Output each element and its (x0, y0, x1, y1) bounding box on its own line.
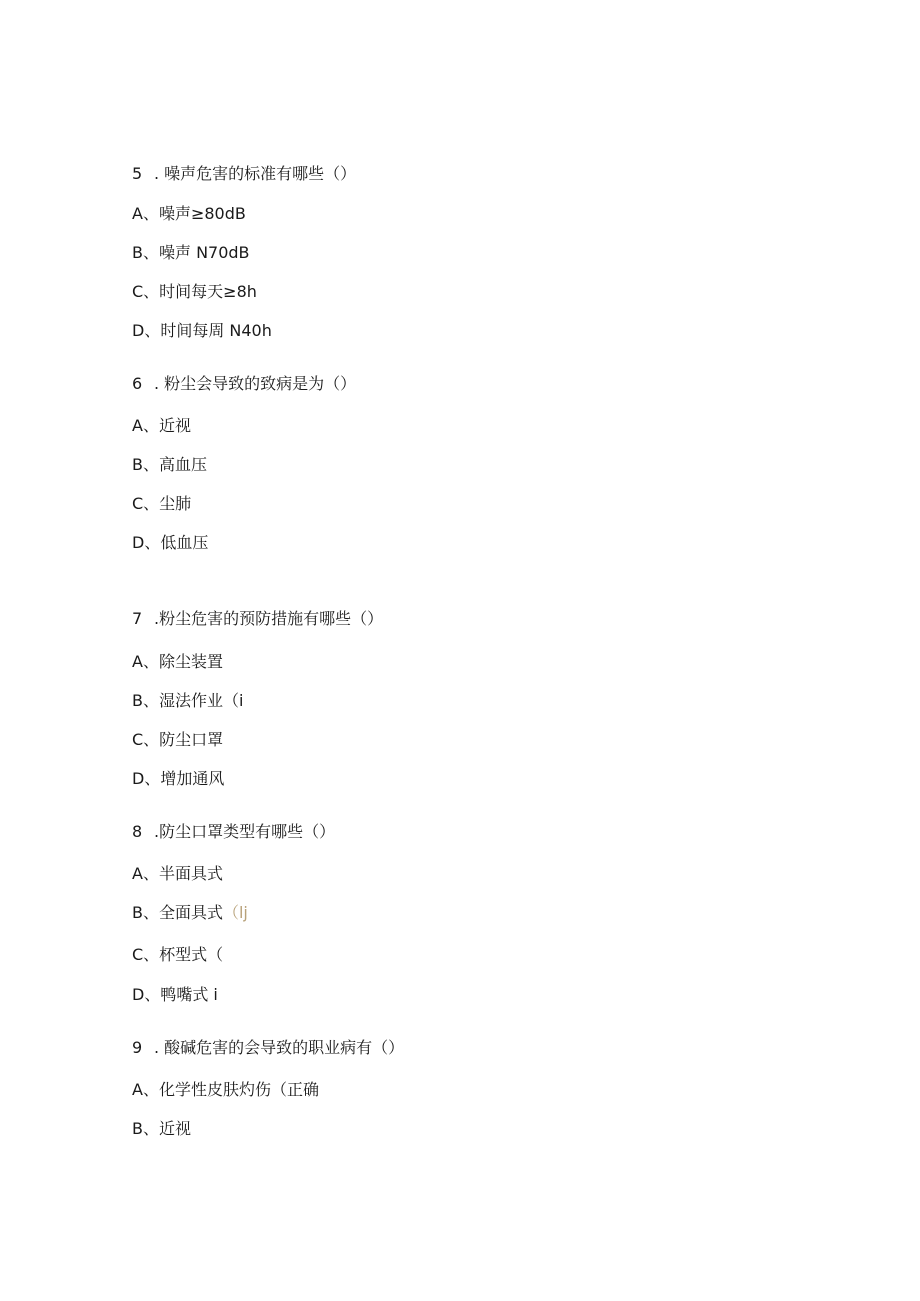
question-7-option-a: A、除尘装置 (132, 652, 223, 671)
question-text: .防尘口罩类型有哪些（） (154, 822, 336, 841)
question-text: . 酸碱危害的会导致的职业病有（） (154, 1038, 405, 1057)
question-number: 8 (132, 822, 143, 841)
option-mark: （lj (222, 903, 248, 922)
question-8-option-b (132, 903, 248, 923)
question-9-option-b: B、近视 (132, 1119, 191, 1138)
question-9-option-a: A、化学性皮肤灼伤（正确 (132, 1080, 319, 1099)
question-6-title (132, 374, 356, 394)
option-text: B、全面具式 (132, 903, 223, 922)
question-5-option-b: B、噪声 N70dB (132, 243, 250, 262)
question-8-option-d: D、鸭嘴式 i (132, 985, 218, 1004)
question-text: . 粉尘会导致的致病是为（） (154, 374, 357, 393)
question-number: 7 (132, 609, 143, 628)
question-7-title (132, 609, 383, 629)
question-7-option-d: D、增加通风 (132, 769, 225, 788)
question-8-title (132, 822, 335, 842)
question-5-option-c: C、时间每天≥8h (132, 282, 257, 301)
question-6-option-d: D、低血压 (132, 533, 209, 552)
question-6-option-b: B、高血压 (132, 455, 207, 474)
question-text: .粉尘危害的预防措施有哪些（） (154, 609, 384, 628)
question-number: 9 (132, 1038, 143, 1057)
question-6-option-a: A、近视 (132, 416, 191, 435)
question-number: 6 (132, 374, 143, 393)
question-8-option-c: C、杯型式（ (132, 945, 224, 964)
question-7-option-b: B、湿法作业（i (132, 691, 244, 710)
question-5-option-d: D、时间每周 N40h (132, 321, 272, 340)
question-7-option-c: C、防尘口罩 (132, 730, 224, 749)
question-5-option-a: A、噪声≥80dB (132, 204, 246, 223)
question-number: 5 (132, 164, 143, 183)
question-9-title (132, 1038, 404, 1058)
question-6-option-c: C、尘肺 (132, 494, 192, 513)
question-8-option-a: A、半面具式 (132, 864, 223, 883)
question-5-title (132, 164, 356, 184)
question-text: . 噪声危害的标准有哪些（） (154, 164, 357, 183)
